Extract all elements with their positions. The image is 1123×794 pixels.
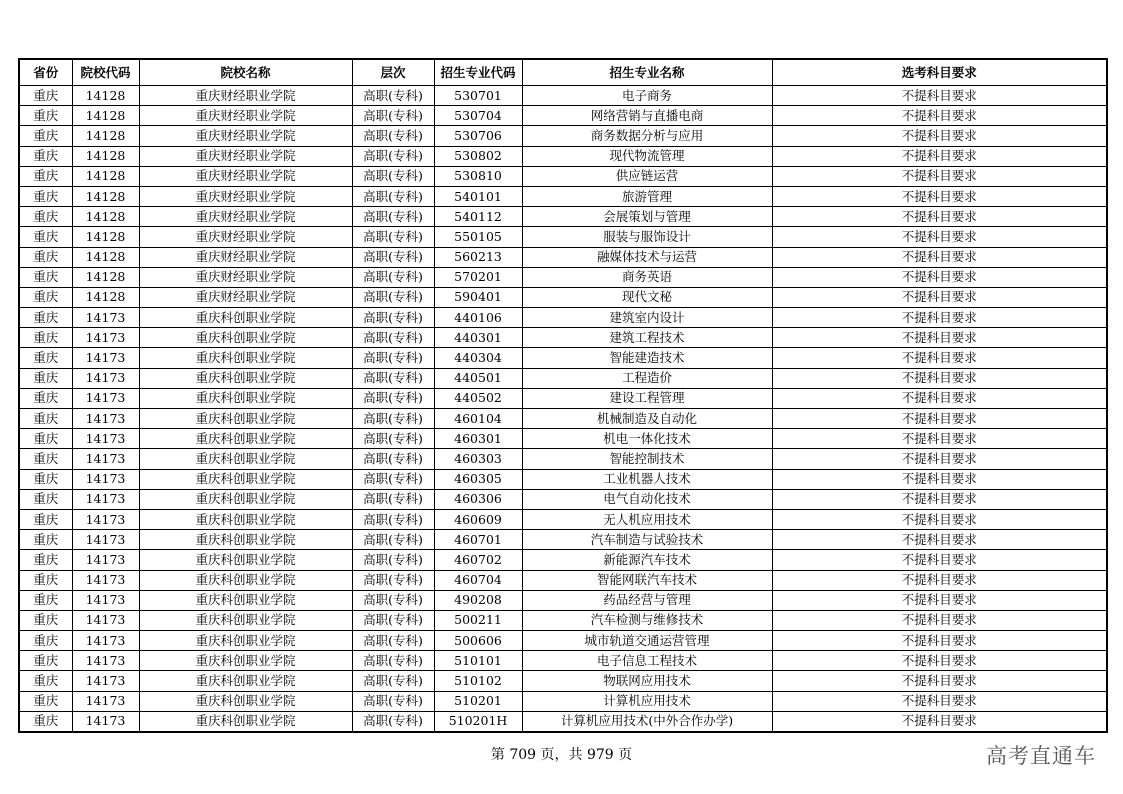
cell-level: 高职(专科) (352, 166, 434, 186)
cell-major-name: 汽车检测与维修技术 (522, 610, 772, 630)
cell-level: 高职(专科) (352, 469, 434, 489)
cell-major-code: 570201 (434, 267, 522, 287)
cell-school-code: 14173 (72, 368, 139, 388)
cell-major-name: 计算机应用技术 (522, 691, 772, 711)
admission-table (18, 58, 1108, 733)
cell-subject-requirement: 不提科目要求 (772, 287, 1107, 307)
cell-level: 高职(专科) (352, 429, 434, 449)
cell-level: 高职(专科) (352, 671, 434, 691)
cell-school-name: 重庆科创职业学院 (139, 429, 352, 449)
cell-level: 高职(专科) (352, 409, 434, 429)
cell-level: 高职(专科) (352, 691, 434, 711)
cell-major-code: 440106 (434, 308, 522, 328)
cell-province: 重庆 (19, 166, 72, 186)
cell-school-name: 重庆科创职业学院 (139, 368, 352, 388)
cell-major-name: 建筑工程技术 (522, 328, 772, 348)
cell-subject-requirement: 不提科目要求 (772, 631, 1107, 651)
cell-major-name: 工业机器人技术 (522, 469, 772, 489)
cell-province: 重庆 (19, 489, 72, 509)
cell-major-name: 现代文秘 (522, 287, 772, 307)
cell-school-code: 14173 (72, 691, 139, 711)
cell-province: 重庆 (19, 550, 72, 570)
cell-level: 高职(专科) (352, 106, 434, 126)
cell-major-code: 440304 (434, 348, 522, 368)
table-row (19, 328, 1107, 348)
cell-major-name: 无人机应用技术 (522, 509, 772, 529)
cell-school-code: 14173 (72, 651, 139, 671)
cell-province: 重庆 (19, 287, 72, 307)
table-row (19, 691, 1107, 711)
cell-level: 高职(专科) (352, 570, 434, 590)
cell-school-name: 重庆财经职业学院 (139, 287, 352, 307)
cell-province: 重庆 (19, 328, 72, 348)
cell-subject-requirement: 不提科目要求 (772, 126, 1107, 146)
cell-subject-requirement: 不提科目要求 (772, 590, 1107, 610)
cell-major-code: 460104 (434, 409, 522, 429)
header-school-code: 院校代码 (72, 59, 139, 86)
cell-major-code: 500211 (434, 610, 522, 630)
cell-school-name: 重庆科创职业学院 (139, 671, 352, 691)
cell-major-code: 440501 (434, 368, 522, 388)
cell-school-name: 重庆财经职业学院 (139, 267, 352, 287)
cell-level: 高职(专科) (352, 631, 434, 651)
cell-subject-requirement: 不提科目要求 (772, 308, 1107, 328)
table-row (19, 530, 1107, 550)
cell-province: 重庆 (19, 146, 72, 166)
cell-school-name: 重庆科创职业学院 (139, 530, 352, 550)
cell-school-name: 重庆财经职业学院 (139, 126, 352, 146)
cell-subject-requirement: 不提科目要求 (772, 348, 1107, 368)
table-row (19, 409, 1107, 429)
cell-subject-requirement: 不提科目要求 (772, 691, 1107, 711)
cell-level: 高职(专科) (352, 207, 434, 227)
cell-subject-requirement: 不提科目要求 (772, 711, 1107, 732)
cell-major-name: 城市轨道交通运营管理 (522, 631, 772, 651)
table-row (19, 388, 1107, 408)
cell-school-name: 重庆科创职业学院 (139, 489, 352, 509)
table-row (19, 368, 1107, 388)
cell-subject-requirement: 不提科目要求 (772, 530, 1107, 550)
cell-school-name: 重庆科创职业学院 (139, 570, 352, 590)
cell-province: 重庆 (19, 308, 72, 328)
cell-province: 重庆 (19, 530, 72, 550)
table-row (19, 186, 1107, 206)
cell-subject-requirement: 不提科目要求 (772, 227, 1107, 247)
cell-school-code: 14173 (72, 570, 139, 590)
cell-level: 高职(专科) (352, 86, 434, 106)
cell-school-name: 重庆科创职业学院 (139, 469, 352, 489)
table-row (19, 287, 1107, 307)
cell-major-code: 530802 (434, 146, 522, 166)
cell-province: 重庆 (19, 610, 72, 630)
cell-province: 重庆 (19, 590, 72, 610)
table-row (19, 550, 1107, 570)
cell-province: 重庆 (19, 671, 72, 691)
cell-level: 高职(专科) (352, 227, 434, 247)
cell-subject-requirement: 不提科目要求 (772, 166, 1107, 186)
cell-province: 重庆 (19, 691, 72, 711)
table-row (19, 308, 1107, 328)
cell-province: 重庆 (19, 227, 72, 247)
cell-school-name: 重庆财经职业学院 (139, 146, 352, 166)
table-row (19, 711, 1107, 732)
table-row (19, 489, 1107, 509)
cell-school-name: 重庆科创职业学院 (139, 449, 352, 469)
cell-major-name: 商务数据分析与应用 (522, 126, 772, 146)
cell-major-name: 电气自动化技术 (522, 489, 772, 509)
cell-school-name: 重庆科创职业学院 (139, 610, 352, 630)
cell-major-code: 510101 (434, 651, 522, 671)
cell-major-name: 智能控制技术 (522, 449, 772, 469)
header-major-code: 招生专业代码 (434, 59, 522, 86)
cell-school-code: 14128 (72, 287, 139, 307)
cell-major-code: 460303 (434, 449, 522, 469)
cell-major-code: 460702 (434, 550, 522, 570)
cell-major-name: 网络营销与直播电商 (522, 106, 772, 126)
cell-level: 高职(专科) (352, 590, 434, 610)
cell-subject-requirement: 不提科目要求 (772, 550, 1107, 570)
cell-major-name: 智能网联汽车技术 (522, 570, 772, 590)
cell-level: 高职(专科) (352, 146, 434, 166)
cell-school-code: 14173 (72, 711, 139, 732)
cell-major-name: 机械制造及自动化 (522, 409, 772, 429)
cell-subject-requirement: 不提科目要求 (772, 106, 1107, 126)
admission-table-container (18, 58, 1106, 733)
cell-major-code: 440502 (434, 388, 522, 408)
cell-school-code: 14173 (72, 409, 139, 429)
cell-school-code: 14173 (72, 388, 139, 408)
cell-province: 重庆 (19, 368, 72, 388)
cell-school-name: 重庆科创职业学院 (139, 691, 352, 711)
cell-major-name: 建设工程管理 (522, 388, 772, 408)
cell-level: 高职(专科) (352, 348, 434, 368)
cell-school-name: 重庆财经职业学院 (139, 166, 352, 186)
table-row (19, 570, 1107, 590)
cell-major-name: 智能建造技术 (522, 348, 772, 368)
cell-school-name: 重庆科创职业学院 (139, 509, 352, 529)
cell-major-code: 510102 (434, 671, 522, 691)
cell-major-name: 新能源汽车技术 (522, 550, 772, 570)
cell-major-code: 440301 (434, 328, 522, 348)
cell-school-code: 14173 (72, 631, 139, 651)
cell-subject-requirement: 不提科目要求 (772, 489, 1107, 509)
cell-major-name: 物联网应用技术 (522, 671, 772, 691)
cell-level: 高职(专科) (352, 449, 434, 469)
cell-major-name: 建筑室内设计 (522, 308, 772, 328)
cell-school-code: 14173 (72, 348, 139, 368)
cell-school-name: 重庆科创职业学院 (139, 550, 352, 570)
cell-major-name: 服装与服饰设计 (522, 227, 772, 247)
cell-level: 高职(专科) (352, 186, 434, 206)
table-row (19, 348, 1107, 368)
cell-major-name: 工程造价 (522, 368, 772, 388)
cell-province: 重庆 (19, 631, 72, 651)
cell-major-code: 510201H (434, 711, 522, 732)
cell-province: 重庆 (19, 711, 72, 732)
table-row (19, 227, 1107, 247)
cell-school-code: 14173 (72, 489, 139, 509)
cell-subject-requirement: 不提科目要求 (772, 449, 1107, 469)
cell-school-code: 14128 (72, 207, 139, 227)
cell-major-name: 商务英语 (522, 267, 772, 287)
cell-subject-requirement: 不提科目要求 (772, 207, 1107, 227)
cell-school-code: 14173 (72, 449, 139, 469)
cell-subject-requirement: 不提科目要求 (772, 651, 1107, 671)
cell-school-code: 14128 (72, 126, 139, 146)
cell-school-code: 14128 (72, 186, 139, 206)
cell-major-code: 460701 (434, 530, 522, 550)
cell-province: 重庆 (19, 429, 72, 449)
cell-province: 重庆 (19, 186, 72, 206)
cell-level: 高职(专科) (352, 489, 434, 509)
cell-subject-requirement: 不提科目要求 (772, 86, 1107, 106)
cell-school-code: 14173 (72, 550, 139, 570)
cell-province: 重庆 (19, 509, 72, 529)
cell-subject-requirement: 不提科目要求 (772, 671, 1107, 691)
cell-level: 高职(专科) (352, 509, 434, 529)
table-row (19, 449, 1107, 469)
cell-major-code: 540101 (434, 186, 522, 206)
header-subject-requirement: 选考科目要求 (772, 59, 1107, 86)
cell-major-code: 550105 (434, 227, 522, 247)
cell-level: 高职(专科) (352, 530, 434, 550)
cell-school-name: 重庆科创职业学院 (139, 409, 352, 429)
cell-subject-requirement: 不提科目要求 (772, 570, 1107, 590)
cell-school-name: 重庆科创职业学院 (139, 348, 352, 368)
cell-school-code: 14128 (72, 247, 139, 267)
cell-province: 重庆 (19, 207, 72, 227)
cell-school-name: 重庆财经职业学院 (139, 106, 352, 126)
cell-level: 高职(专科) (352, 126, 434, 146)
table-row (19, 86, 1107, 106)
table-row (19, 146, 1107, 166)
cell-school-code: 14128 (72, 267, 139, 287)
cell-major-code: 460609 (434, 509, 522, 529)
cell-level: 高职(专科) (352, 368, 434, 388)
watermark-logo: 高考直通车 (986, 744, 1096, 768)
cell-province: 重庆 (19, 126, 72, 146)
cell-school-code: 14128 (72, 86, 139, 106)
table-row (19, 207, 1107, 227)
table-row (19, 267, 1107, 287)
table-body (19, 86, 1107, 733)
table-row (19, 631, 1107, 651)
header-major-name: 招生专业名称 (522, 59, 772, 86)
cell-school-name: 重庆科创职业学院 (139, 328, 352, 348)
cell-school-name: 重庆科创职业学院 (139, 388, 352, 408)
cell-school-code: 14173 (72, 328, 139, 348)
cell-school-name: 重庆科创职业学院 (139, 308, 352, 328)
cell-province: 重庆 (19, 469, 72, 489)
cell-subject-requirement: 不提科目要求 (772, 409, 1107, 429)
cell-school-code: 14173 (72, 469, 139, 489)
cell-province: 重庆 (19, 409, 72, 429)
cell-level: 高职(专科) (352, 308, 434, 328)
cell-subject-requirement: 不提科目要求 (772, 388, 1107, 408)
cell-subject-requirement: 不提科目要求 (772, 267, 1107, 287)
cell-school-code: 14173 (72, 308, 139, 328)
cell-subject-requirement: 不提科目要求 (772, 429, 1107, 449)
page-number: 第 709 页，共 979 页 (490, 747, 633, 763)
cell-school-code: 14173 (72, 610, 139, 630)
cell-school-code: 14128 (72, 166, 139, 186)
cell-subject-requirement: 不提科目要求 (772, 610, 1107, 630)
cell-subject-requirement: 不提科目要求 (772, 186, 1107, 206)
cell-school-name: 重庆科创职业学院 (139, 590, 352, 610)
table-row (19, 469, 1107, 489)
cell-school-name: 重庆科创职业学院 (139, 651, 352, 671)
cell-major-name: 旅游管理 (522, 186, 772, 206)
table-row (19, 247, 1107, 267)
cell-subject-requirement: 不提科目要求 (772, 328, 1107, 348)
cell-level: 高职(专科) (352, 711, 434, 732)
cell-level: 高职(专科) (352, 247, 434, 267)
cell-major-code: 510201 (434, 691, 522, 711)
cell-province: 重庆 (19, 348, 72, 368)
cell-school-code: 14173 (72, 671, 139, 691)
cell-major-name: 药品经营与管理 (522, 590, 772, 610)
cell-school-code: 14128 (72, 106, 139, 126)
cell-school-code: 14173 (72, 590, 139, 610)
cell-major-code: 460301 (434, 429, 522, 449)
cell-major-name: 供应链运营 (522, 166, 772, 186)
cell-level: 高职(专科) (352, 328, 434, 348)
cell-major-name: 现代物流管理 (522, 146, 772, 166)
table-row (19, 166, 1107, 186)
cell-school-name: 重庆财经职业学院 (139, 227, 352, 247)
cell-province: 重庆 (19, 86, 72, 106)
table-header-row (19, 59, 1107, 86)
cell-major-name: 会展策划与管理 (522, 207, 772, 227)
cell-major-code: 590401 (434, 287, 522, 307)
table-row (19, 429, 1107, 449)
cell-province: 重庆 (19, 388, 72, 408)
cell-level: 高职(专科) (352, 267, 434, 287)
cell-province: 重庆 (19, 106, 72, 126)
cell-major-code: 530704 (434, 106, 522, 126)
cell-level: 高职(专科) (352, 651, 434, 671)
cell-province: 重庆 (19, 247, 72, 267)
cell-major-code: 560213 (434, 247, 522, 267)
header-school-name: 院校名称 (139, 59, 352, 86)
table-row (19, 126, 1107, 146)
cell-major-name: 融媒体技术与运营 (522, 247, 772, 267)
cell-level: 高职(专科) (352, 287, 434, 307)
cell-province: 重庆 (19, 651, 72, 671)
cell-major-name: 机电一体化技术 (522, 429, 772, 449)
cell-subject-requirement: 不提科目要求 (772, 146, 1107, 166)
cell-province: 重庆 (19, 570, 72, 590)
cell-school-name: 重庆科创职业学院 (139, 711, 352, 732)
header-province: 省份 (19, 59, 72, 86)
cell-subject-requirement: 不提科目要求 (772, 247, 1107, 267)
cell-school-code: 14128 (72, 146, 139, 166)
cell-school-code: 14173 (72, 429, 139, 449)
table-row (19, 590, 1107, 610)
cell-province: 重庆 (19, 267, 72, 287)
cell-school-code: 14173 (72, 530, 139, 550)
cell-school-code: 14173 (72, 509, 139, 529)
cell-level: 高职(专科) (352, 610, 434, 630)
cell-major-code: 460305 (434, 469, 522, 489)
cell-major-name: 电子信息工程技术 (522, 651, 772, 671)
cell-major-code: 530706 (434, 126, 522, 146)
table-row (19, 671, 1107, 691)
table-row (19, 610, 1107, 630)
cell-level: 高职(专科) (352, 550, 434, 570)
cell-province: 重庆 (19, 449, 72, 469)
cell-major-code: 530701 (434, 86, 522, 106)
cell-school-name: 重庆财经职业学院 (139, 207, 352, 227)
cell-major-name: 计算机应用技术(中外合作办学) (522, 711, 772, 732)
cell-school-name: 重庆科创职业学院 (139, 631, 352, 651)
table-row (19, 651, 1107, 671)
cell-school-name: 重庆财经职业学院 (139, 247, 352, 267)
header-level: 层次 (352, 59, 434, 86)
table-row (19, 509, 1107, 529)
cell-school-code: 14128 (72, 227, 139, 247)
cell-major-code: 460704 (434, 570, 522, 590)
cell-major-code: 460306 (434, 489, 522, 509)
cell-major-code: 530810 (434, 166, 522, 186)
cell-subject-requirement: 不提科目要求 (772, 509, 1107, 529)
cell-level: 高职(专科) (352, 388, 434, 408)
cell-major-code: 490208 (434, 590, 522, 610)
cell-major-code: 540112 (434, 207, 522, 227)
cell-major-code: 500606 (434, 631, 522, 651)
cell-major-name: 汽车制造与试验技术 (522, 530, 772, 550)
cell-major-name: 电子商务 (522, 86, 772, 106)
cell-subject-requirement: 不提科目要求 (772, 368, 1107, 388)
table-row (19, 106, 1107, 126)
cell-subject-requirement: 不提科目要求 (772, 469, 1107, 489)
cell-school-name: 重庆财经职业学院 (139, 86, 352, 106)
cell-school-name: 重庆财经职业学院 (139, 186, 352, 206)
